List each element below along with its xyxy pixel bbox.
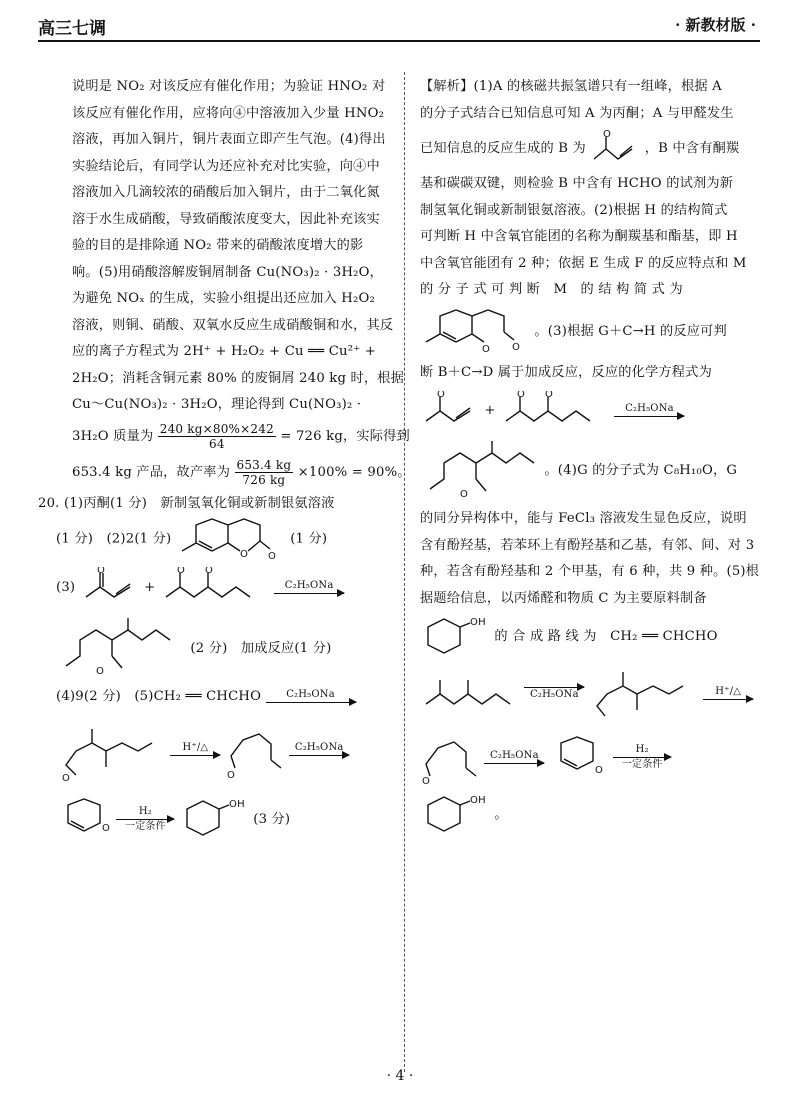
left-line: 溶于水生成硝酸，导致硝酸浓度变大，因此补充该实: [72, 211, 380, 227]
left-column: [38, 74, 411, 850]
m-suffix: 。(3)根据 G＋C→H 的反应可判: [534, 323, 727, 339]
yield-suffix: ×100% = 90%。: [297, 464, 411, 480]
oxygen-label: O: [512, 342, 521, 353]
q20-line1: 20. (1)丙酮(1 分) 新制氢氧化铜或新制银氨溶液: [38, 495, 335, 511]
right-line: 制氢氧化铜或新制银氨溶液。(2)根据 H 的结构简式: [420, 202, 728, 218]
right-line: 基和碳碳双键，则检验 B 中含有 HCHO 的试剂为新: [420, 176, 734, 191]
oxygen-label: O: [176, 567, 185, 576]
oxygen-label: O: [460, 488, 469, 500]
reaction-arrow: [170, 742, 220, 757]
right-line: 的 分 子 式 可 判 断 M 的 结 构 简 式 为: [420, 282, 683, 297]
reaction-arrow: [524, 686, 584, 701]
left-line: 验的目的是排除通 NO₂ 带来的硝酸浓度增大的影: [72, 238, 364, 253]
intermediate-aldehyde-structure: [589, 664, 699, 724]
oxygen-label: O: [96, 666, 105, 677]
left-line: 说明是 NO₂ 对该反应有催化作用；为验证 HNO₂ 对: [72, 79, 386, 94]
ethyl-acetoacetate-structure: [420, 674, 520, 714]
oxygen-label: O: [226, 769, 235, 780]
h2-label: H₂: [138, 806, 152, 817]
q45-text: (4)9(2 分) (5)CH₂ ══ CHCHO: [56, 688, 262, 704]
acid-heat-label: H⁺/△: [182, 742, 209, 753]
reaction-arrow: [274, 580, 344, 595]
left-line: 应的离子方程式为 2H⁺ + H₂O₂ + Cu ══ Cu²⁺ +: [72, 344, 377, 359]
left-line: Cu～Cu(NO₃)₂ · 3H₂O，理论得到 Cu(NO₃)₂ ·: [72, 397, 362, 412]
oxygen-label: O: [594, 764, 603, 776]
hydroxyl-label: OH: [228, 798, 245, 810]
hydroxyl-label: OH: [470, 616, 486, 628]
cyclohexanol-structure: [420, 615, 490, 659]
left-line: 2H₂O；消耗含铜元素 80% 的废铜屑 240 kg 时，根据: [72, 370, 405, 386]
g-product-line: [420, 436, 760, 506]
oxygen-label: O: [102, 822, 111, 834]
butenone-structure: [420, 391, 480, 431]
left-line: 实验结论后，有同学认为还应补充对比实验，向④中: [72, 158, 380, 174]
q45-line: [56, 684, 390, 711]
reagent-label: C₂H₅ONa: [530, 689, 579, 700]
mass-fraction: [158, 422, 276, 451]
intermediate-aldehyde-structure: [56, 715, 166, 785]
mass-suffix: = 726 kg，实际得到: [280, 428, 410, 444]
left-line: 溶液，再加入铜片，铜片表面立即产生气泡。(4)得出: [72, 132, 386, 147]
right-line: 可判断 H 中含氧官能团的名称为酮羰基和酯基，即 H: [420, 229, 738, 244]
reagent-label: C₂H₅ONa: [625, 403, 674, 414]
column-divider: [404, 72, 405, 1072]
hydroxyl-label: OH: [470, 794, 486, 806]
right-line: 含有酚羟基，若苯环上有酚羟基和乙基，有邻、间、对 3: [420, 537, 755, 553]
cyclohexenone-structure: [549, 733, 609, 783]
yield-fraction: [235, 458, 294, 487]
oxygen-label: O: [482, 344, 491, 355]
q3-equation: [56, 562, 390, 614]
reaction-arrow: [614, 403, 684, 418]
reagent-label: C₂H₅ONa: [286, 688, 335, 700]
m-structure-line: [420, 304, 760, 360]
route-line: [420, 612, 760, 662]
oxygen-label: O: [62, 772, 71, 784]
reaction-arrow: [613, 744, 671, 771]
condition-label: 一定条件: [621, 759, 663, 770]
route-step2: [420, 726, 760, 790]
yield-numerator: 653.4 kg: [236, 457, 292, 472]
yield-calc-line: [72, 455, 411, 491]
compound-m-structure: [420, 306, 530, 356]
b-structure-line: [420, 127, 760, 171]
q3-score: (2 分) 加成反应(1 分): [190, 640, 332, 656]
cyclohexenone-structure: [56, 795, 112, 845]
q20-line2: [56, 517, 390, 562]
left-line: 溶液，则铜、硝酸、双氧水反应生成硝酸铜和水，其反: [72, 317, 394, 333]
acid-heat-label: H⁺/△: [715, 686, 742, 697]
dicarbonyl-structure: [420, 730, 480, 786]
reaction-arrow: [484, 750, 544, 765]
mass-denominator: 64: [209, 436, 225, 451]
reagent-label: C₂H₅ONa: [490, 750, 539, 761]
reagent-label: C₂H₅ONa: [294, 742, 344, 753]
reaction-arrow: [266, 689, 356, 704]
page-number: · 4 ·: [386, 1068, 414, 1084]
compound-b-structure: [590, 129, 640, 169]
cyclohexanol-structure: [179, 795, 249, 845]
right-line: 的分子式结合已知信息可知 A 为丙酮；A 与甲醛发生: [420, 105, 734, 121]
b-prefix: 已知信息的反应生成的 B 为: [420, 141, 586, 156]
ethyl-acetoacetate-structure: [160, 567, 270, 607]
q3-label: (3): [56, 579, 76, 595]
oxygen-label: O: [204, 567, 213, 576]
route-step1: [420, 662, 760, 726]
h2-label: H₂: [635, 744, 649, 755]
ring-oxygen-label: O: [239, 549, 248, 560]
right-line: 断 B＋C→D 属于加成反应，反应的化学方程式为: [420, 364, 712, 380]
final-score: (3 分): [253, 812, 291, 827]
butenone-structure: [80, 567, 140, 607]
plus-sign: +: [144, 579, 156, 595]
header-title: 高三七调: [38, 19, 106, 39]
route-suffix: 的 合 成 路 线 为 CH₂ ══ CHCHO: [494, 629, 718, 644]
right-line: 中含氧官能团有 2 种；依据 E 生成 F 的反应特点和 M: [420, 255, 747, 271]
right-line: 的同分异构体中，能与 FeCl₃ 溶液发生显色反应，说明: [420, 511, 747, 526]
reaction-arrow: [703, 686, 753, 701]
b-suffix: ，B 中含有酮羰: [644, 141, 740, 156]
yield-denominator: 726 kg: [242, 472, 286, 487]
yield-prefix: 653.4 kg 产品，故产率为: [72, 464, 231, 480]
d-equation: [420, 386, 760, 436]
addition-product-structure: [420, 439, 540, 503]
left-line: 溶液加入几滴较浓的硝酸后加入铜片，由于二氧化氮: [72, 185, 380, 200]
q20-part2-score: (1 分): [290, 531, 328, 547]
right-line: 【解析】(1)A 的核磁共振氢谱只有一组峰，根据 A: [420, 79, 722, 94]
right-line: 据题给信息，以丙烯醛和物质 C 为主要原料制备: [420, 590, 707, 606]
q3-product: [56, 614, 390, 684]
oxygen-label: O: [517, 390, 526, 400]
plus-sign: +: [484, 403, 496, 418]
left-line: 为避免 NOₓ 的生成，实验小组提出还应加入 H₂O₂: [72, 291, 375, 306]
route-end: [420, 790, 760, 840]
route-end-mark: 。: [494, 807, 508, 822]
oxygen-label: O: [96, 567, 105, 576]
carbonyl-oxygen-label: O: [267, 551, 276, 561]
mass-numerator: 240 kg×80%×242: [159, 421, 274, 436]
q20-part2: (1 分) (2)2(1 分): [56, 531, 172, 547]
right-line: 种，若含有酚羟基和 2 个甲基，有 6 种，共 9 种。(5)根: [420, 564, 760, 579]
right-column: [420, 74, 760, 840]
g-suffix: 。(4)G 的分子式为 C₈H₁₀O，G: [544, 463, 738, 478]
oxygen-label: O: [545, 390, 554, 400]
header-rule: [38, 40, 760, 42]
oxygen-label: O: [437, 390, 446, 400]
cyclohexanol-structure: [420, 793, 490, 837]
reaction-arrow: [289, 742, 349, 757]
mass-prefix: 3H₂O 质量为: [72, 428, 154, 444]
compound-m-structure: [176, 517, 286, 561]
dicarbonyl-structure: [225, 720, 285, 780]
route-final: [56, 790, 390, 850]
oxygen-label: O: [422, 775, 431, 786]
mass-calc-line: [72, 419, 410, 455]
reagent-label: C₂H₅ONa: [284, 579, 334, 591]
addition-product-structure: [56, 616, 186, 680]
reaction-arrow: [116, 806, 174, 833]
condition-label: 一定条件: [125, 821, 166, 832]
header-edition: · 新教材版 ·: [675, 16, 756, 34]
route-step: [56, 710, 390, 790]
left-line: 响。(5)用硝酸溶解废铜屑制备 Cu(NO₃)₂ · 3H₂O，: [72, 264, 384, 280]
left-line: 该反应有催化作用，应将向④中溶液加入少量 HNO₂: [72, 105, 385, 121]
ethyl-acetoacetate-structure: [500, 391, 610, 431]
oxygen-label: O: [603, 128, 612, 140]
